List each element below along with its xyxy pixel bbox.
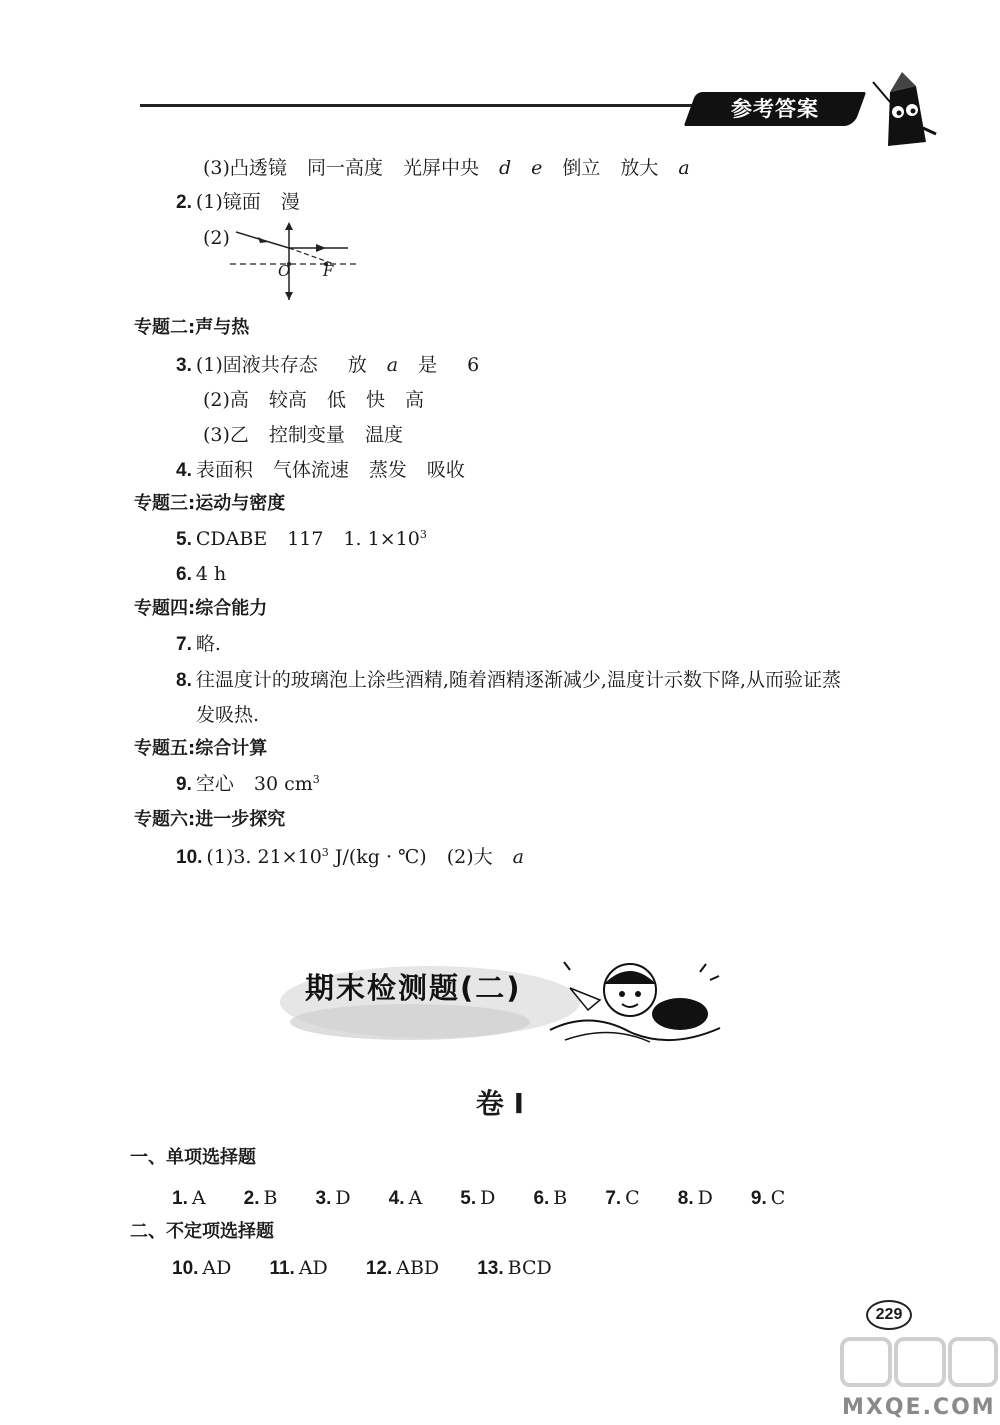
part1-heading: 一、单项选择题 [130,1147,256,1168]
answer-q8-line2: 发吸热. [196,704,260,726]
answer-item: 10. AD [172,1257,232,1279]
answer-item: 8. D [677,1187,713,1209]
section-heading-2: 专题二:声与热 [134,317,250,338]
answer-line-optics-3: (3)凸透镜 同一高度 光屏中央 d e 倒立 放大 a [203,157,690,179]
answer-item: 2. B [243,1187,278,1209]
lens-ray-diagram [230,220,370,302]
section-title: 卷 I [475,1087,525,1120]
answer-q8-line1: 8. 往温度计的玻璃泡上涂些酒精,随着酒精逐渐减少,温度计示数下降,从而验证蒸 [176,669,841,691]
answer-q5: 5. CDABE 117 1. $1\times 10^3$ [176,528,427,550]
section-heading-6: 专题六:进一步探究 [134,809,286,830]
answer-item: 13. BCD [477,1257,552,1279]
section-heading-4: 专题四:综合能力 [134,598,268,619]
answer-q3-2: (2)高 较高 低 快 高 [203,389,424,411]
chapter-title: 期末检测题(二) [305,971,522,1005]
header-label: 参考答案 [731,97,819,121]
answer-item: 6. B [533,1187,568,1209]
answer-q7: 7. 略. [176,633,221,655]
answer-item: 4. A [388,1187,423,1209]
answer-item: 11. AD [269,1257,328,1279]
answer-q9: 9. 空心 30 $cm^3$ [176,773,320,795]
answer-item: 9. C [750,1187,786,1209]
diagram-label-o: O [278,262,291,280]
answer-item: 1. A [172,1187,206,1209]
answer-q6: 6. 4 h [176,563,227,585]
page-number: 229 [866,1300,912,1330]
answer-q10: 10. (1)3. $21\times 10^3$ J/(kg · ℃) (2)大 a [176,846,524,868]
answer-q4: 4. 表面积 气体流速 蒸发 吸收 [176,459,465,481]
answer-item: 3. D [315,1187,351,1209]
section-heading-5: 专题五:综合计算 [134,738,268,759]
answer-item: 12. ABD [365,1257,440,1279]
section-heading-3: 专题三:运动与密度 [134,493,286,514]
answer-item: 7. C [605,1187,640,1209]
part2-heading: 二、不定项选择题 [130,1221,274,1242]
answer-q2-2-prefix: (2) [203,227,230,249]
pencil-mascot-icon [868,72,938,152]
answer-q3-1: 3. (1)固液共存态 放 a 是 6 [176,354,480,376]
header-rule [140,104,740,107]
watermark-text: MXQE.COM [842,1395,996,1420]
answer-q3-3: (3)乙 控制变量 温度 [203,424,403,446]
answer-item: 5. D [460,1187,496,1209]
part2-answers [172,1256,584,1281]
answer-q2-1: 2. (1)镜面 漫 [176,191,300,213]
diagram-label-f: F [323,262,334,280]
part1-answers [172,1186,817,1211]
